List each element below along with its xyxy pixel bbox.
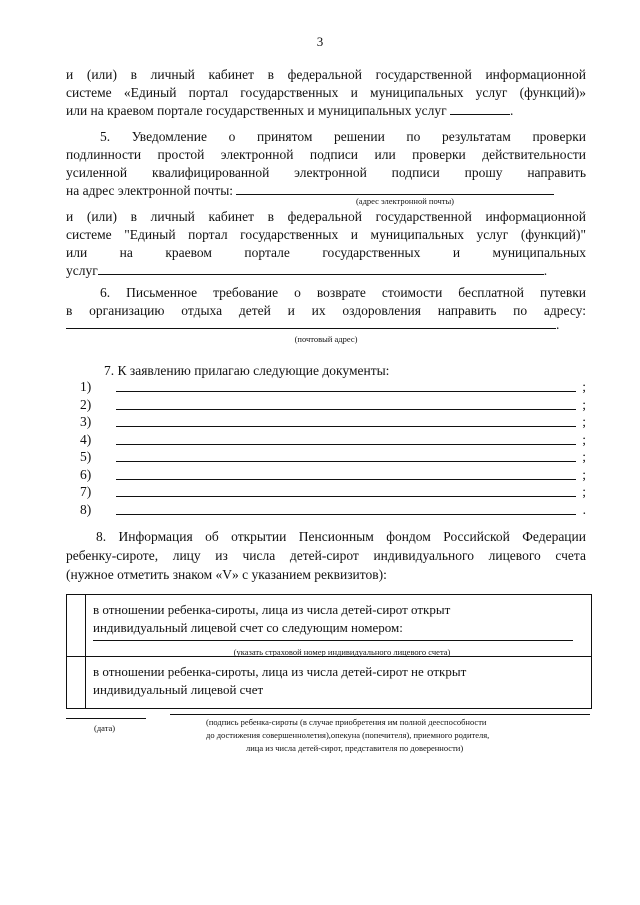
document-line-number: 3) [80, 414, 92, 429]
account-number-caption: (указать страховой номер индивидуального лицевого счета) [233, 647, 451, 657]
section5-line7: или на краевом портале государственных и муниципальных [66, 245, 586, 260]
document-line-7 [66, 483, 586, 500]
section5-line3: усиленной квалифицированной электронной подписи прошу направить [66, 165, 586, 180]
section6-line1: 6. Письменное требование о возврате стоимости бесплатной путевки [100, 285, 586, 300]
section5-line2: подлинности простой электронной подписи или проверки действительности [66, 147, 586, 162]
signature-caption-line3: лица из числа детей-сирот, представителя по доверенности) [246, 743, 464, 753]
portal-blank [450, 102, 510, 115]
section7-title: 7. К заявлению прилагаю следующие документы: [104, 363, 390, 378]
document-line-number: 8) [80, 501, 92, 517]
option2-checkbox[interactable] [67, 657, 85, 708]
document-line-end: ; [582, 449, 586, 464]
document-line-1 [66, 378, 586, 395]
section8-line1: 8. Информация об открытии Пенсионным фондом Российской Федерации [96, 529, 586, 544]
signature-caption-line1: (подпись ребенка-сироты (в случае приобретения им полной дееспособности [206, 717, 487, 727]
address-caption: (почтовый адрес) [294, 334, 358, 344]
section6-line2: в организацию отдыха детей и их оздоровления направить по адресу: [66, 303, 586, 318]
document-line-5 [66, 448, 586, 465]
document-line-blank [116, 426, 576, 427]
section8-line2: ребенку-сироте, лицу из числа детей-сирот индивидуального лицевого счета [66, 548, 586, 563]
section6-line3-end: . [556, 317, 560, 332]
document-line-blank [116, 479, 576, 480]
document-line-end: ; [582, 484, 586, 499]
section5-line8-text: услуг [66, 263, 98, 278]
section6-line3 [66, 316, 586, 334]
block4-line2: системе «Единый портал государственных и муниципальных услуг (функций)» [66, 85, 586, 100]
document-line-end: ; [582, 431, 586, 447]
section5-line5: и (или) в личный кабинет в федеральной государственной информационной [66, 209, 586, 224]
document-line-number: 5) [80, 449, 92, 464]
document-line-3 [66, 413, 586, 430]
signature-caption-line2: до достижения совершеннолетия),опекуна (попечителя), приемного родителя, [206, 730, 490, 740]
section8-line3: (нужное отметить знаком «V» с указанием реквизитов): [66, 567, 387, 582]
email-blank [236, 182, 554, 195]
document-line-end: ; [582, 414, 586, 429]
document-line-number: 4) [80, 431, 92, 447]
document-line-6 [66, 466, 586, 483]
section5-line4 [66, 182, 586, 200]
services-blank [98, 262, 544, 275]
block4-line3-text: или на краевом портале государственных и муниципальных услуг [66, 103, 447, 118]
document-line-end: ; [582, 466, 586, 482]
document-line-number: 7) [80, 484, 92, 499]
document-line-end: . [582, 501, 586, 517]
option1-line1: в отношении ребенка-сироты, лица из числа детей-сирот открыт [93, 602, 451, 617]
option2-line2: индивидуальный лицевой счет [93, 682, 264, 697]
block4-line3-end: . [509, 103, 514, 118]
document-line-blank [116, 444, 576, 445]
block4-line1: и (или) в личный кабинет в федеральной государственной информационной [66, 67, 586, 82]
document-line-blank [116, 514, 576, 515]
section5-line8 [66, 262, 586, 280]
page-number: 3 [316, 34, 324, 49]
account-number-blank [93, 640, 573, 641]
document-line-4 [66, 431, 586, 448]
document-line-blank [116, 409, 576, 410]
signature-blank [170, 714, 590, 715]
document-line-8 [66, 501, 586, 518]
address-blank [66, 316, 556, 329]
section5-line8-end: . [543, 263, 548, 278]
section5-line1: 5. Уведомление о принятом решении по результатам проверки [100, 129, 586, 144]
document-line-end: ; [582, 379, 586, 394]
section5-line4-text: на адрес электронной почты: [66, 183, 234, 198]
document-line-blank [116, 461, 576, 462]
document-line-number: 1) [80, 379, 92, 394]
document-line-number: 2) [80, 396, 92, 412]
date-caption: (дата) [94, 723, 116, 733]
document-line-2 [66, 396, 586, 413]
block4-line3 [66, 102, 586, 120]
document-line-number: 6) [80, 466, 92, 482]
option1-checkbox[interactable] [67, 595, 85, 656]
document-line-end: ; [582, 396, 586, 412]
account-options-table [66, 594, 592, 709]
date-blank [66, 718, 146, 719]
option2-line1: в отношении ребенка-сироты, лица из числа детей-сирот не открыт [93, 664, 467, 679]
section5-line6: системе "Единый портал государственных и муниципальных услуг (функций)" [66, 227, 586, 242]
email-caption: (адрес электронной почты) [355, 196, 455, 206]
option1-line2: индивидуальный лицевой счет со следующим номером: [93, 620, 403, 635]
document-line-blank [116, 391, 576, 392]
checkbox-column-divider [85, 595, 86, 708]
document-line-blank [116, 496, 576, 497]
